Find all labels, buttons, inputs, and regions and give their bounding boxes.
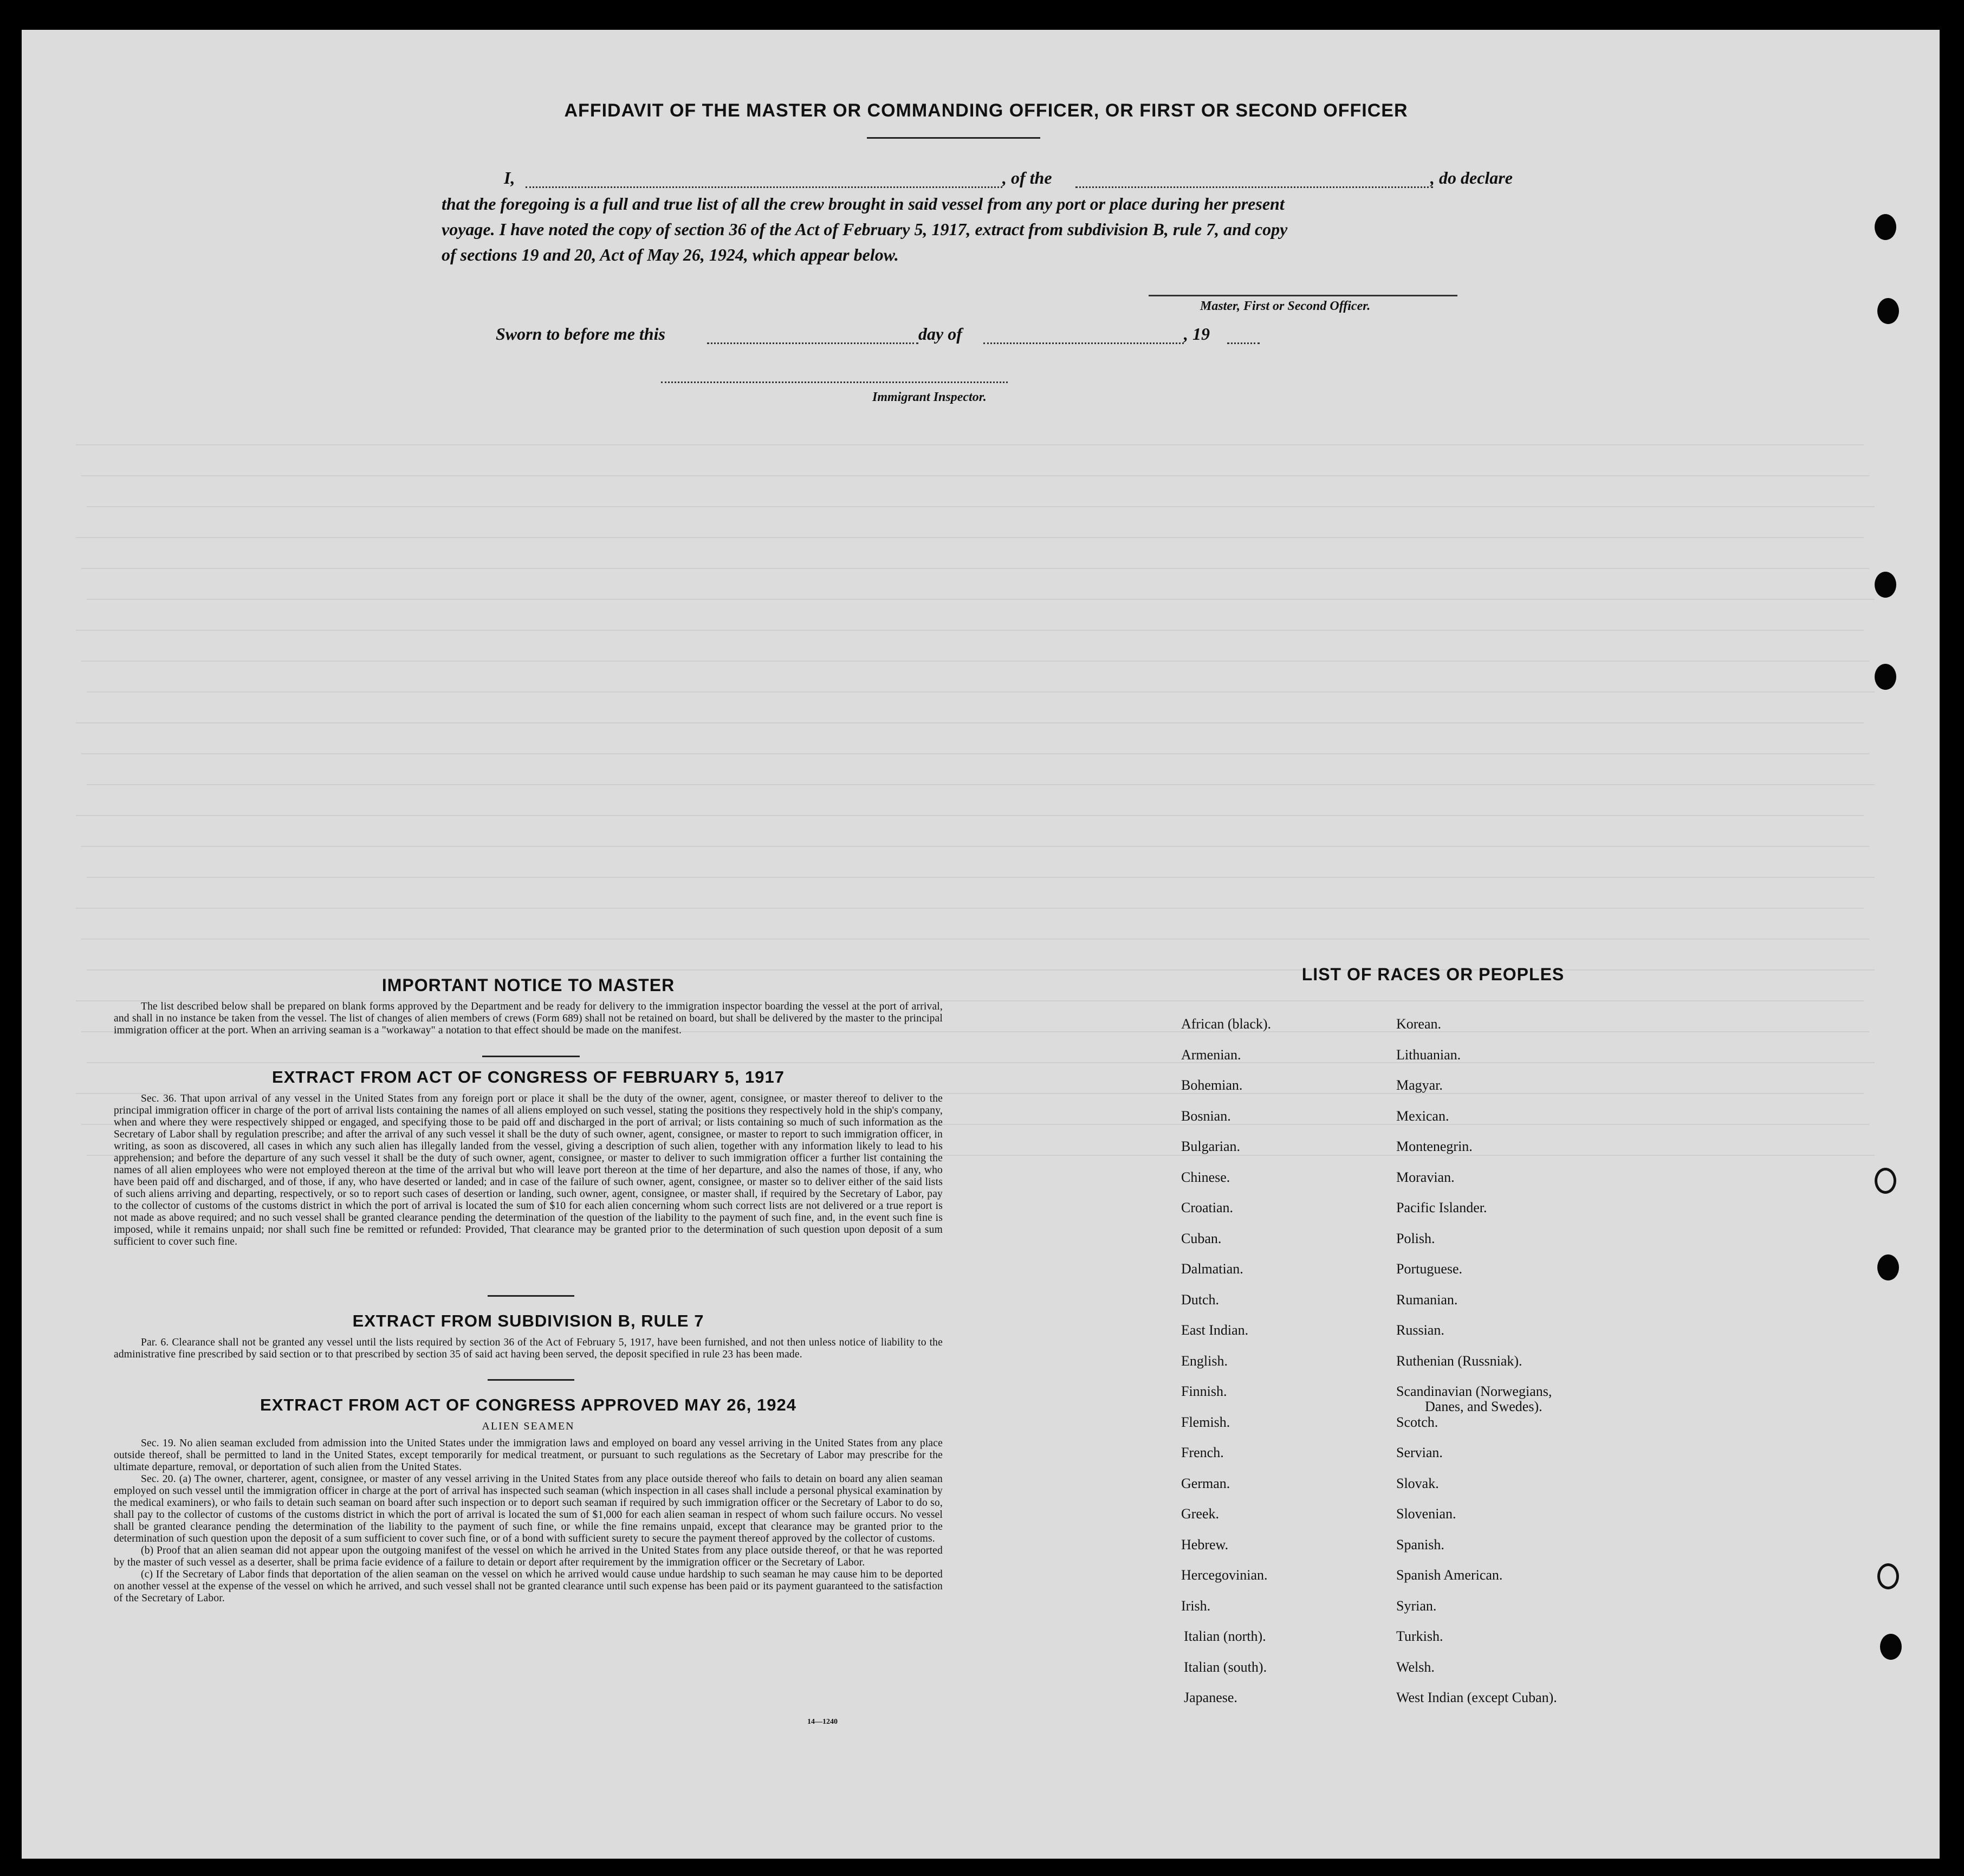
sworn-year-label: , 19 bbox=[1184, 324, 1210, 344]
affidavit-line-3: voyage. I have noted the copy of section 36 of the Act of February 5, 1917, extract from subdivision B, rule 7, and copy bbox=[442, 219, 1288, 239]
punch-hole-icon bbox=[1877, 1563, 1899, 1589]
race-item: Pacific Islander. bbox=[1396, 1200, 1487, 1215]
race-item: Bohemian. bbox=[1181, 1077, 1243, 1093]
bleed-through-bar bbox=[76, 630, 1864, 631]
alien-seamen-subtitle: ALIEN SEAMEN bbox=[482, 1420, 575, 1432]
section-divider bbox=[488, 1295, 574, 1297]
extract-1924-text: Sec. 19. No alien seaman excluded from admission into the United States under the immigration laws and employed on board any vessel arriving in the United States from any place outside thereof, shall be permitted to land in the United States, except temporarily for medical treatment, or pursuant to such regulations as the Secretary of Labor may prescribe for the ultimate departure, removal, or deportation of such alien from the United States. Sec. 20. (a) The owner, charterer, agent, consignee, or master of any vessel arriving in the United States from any place outside thereof who fails to detain on board any alien seaman employed on such vessel until the immigration officer in charge at the port of arrival has inspected such seaman (which inspection in all cases shall include a personal physical examination by the medical examiners), or who fails to detain such seaman on board after such inspection or to deport such seaman if required by such immigration officer or the Secretary of Labor to do so, shall pay to the collector of customs of the customs district in which the port of arrival is located the sum of $1,000 for each alien seaman in respect of whom such failure occurs. No vessel shall be granted clearance pending the determination of the liability to the payment of such fine, or while the fine remains unpaid, except that clearance may be granted prior to the determination of such question upon the deposit of a sum sufficient to cover such fine, or of a bond with sufficient surety to secure the payment thereof approved by the collector of customs. (b) Proof that an alien seaman did not appear upon the outgoing manifest of the vessel on which he arrived in the United States from any place outside thereof, or that he was reported by the master of such vessel as a deserter, shall be prima facie evidence of a failure to detain or deport after requirement by the immigration officer or the Secretary of Labor. (c) If the Secretary of Labor finds that deportation of the alien seaman on the vessel on which he arrived would cause undue hardship to such seaman he may cause him to be deported on another vessel at the expense of the vessel on which he arrived, and such vessel shall not be granted clearance until such expense has been paid or its payment guaranteed to the satisfaction of the Secretary of Labor. bbox=[114, 1438, 943, 1604]
master-signature-line[interactable] bbox=[1149, 294, 1457, 296]
race-item: Mexican. bbox=[1396, 1108, 1449, 1124]
notice-text: The list described below shall be prepared on blank forms approved by the Department and be ready for delivery to the immigration inspector boarding the vessel at the port of arrival, and shall in no instance be taken from the vessel. The list of changes of alien members of crews (Form 689) shall not be retained on board, but shall be delivered by the master to the principal immigration officer at the port. When an arriving seaman is a "workaway" a notation to that effect should be made on the manifest. bbox=[114, 1001, 943, 1036]
title-underline bbox=[867, 137, 1040, 139]
bleed-through-bar bbox=[87, 1062, 1875, 1063]
extract-1917-text: Sec. 36. That upon arrival of any vessel in the United States from any foreign port or place it shall be the duty of the owner, agent, consignee, or master thereof to deliver to the principal immigration officer in charge of the port of arrival lists containing the names of all aliens employed on such vessel, stating the positions they respectively hold in the ship's company, when and where they were respectively shipped or engaged, and specifying those to be paid off and discharged in the port of arrival; or lists containing so much of such information as the Secretary of Labor shall by regulation prescribe; and after the arrival of any such vessel it shall be the duty of such owner, agent, consignee, or master to report to such immigration officer, in writing, as soon as discovered, all cases in which any such alien has illegally landed from the vessel, giving a description of such alien, together with any information likely to lead to his apprehension; and before the departure of any such vessel it shall be the duty of such owner, agent, consignee, or master to deliver to such immigration officer a further list containing the names of all alien employees who were not employed thereon at the time of the arrival but who will leave port thereon at the time of her departure, and also the names of those, if any, who have been paid off and discharged, and of those, if any, who have deserted or landed; and in case of the failure of such owner, agent, consignee, or master so to deliver either of the said lists of such aliens arriving and departing, respectively, or so to report such cases of desertion or landing, such owner, agent, consignee, or master shall, if required by the Secretary of Labor, pay to the collector of customs of the customs district in which the port of arrival is located the sum of $10 for each alien concerning whom such correct lists are not delivered or a true report is not made as above required; and no such vessel shall be granted clearance pending the determination of the question of the liability to the payment of such fine, and, in the event such fine is imposed, while it remains unpaid; nor shall such fine be remitted or refunded: Provided, That clearance may be granted prior to the determination of such question upon deposit of a sum sufficient to cover such fine. bbox=[114, 1093, 943, 1247]
race-item: Scotch. bbox=[1396, 1414, 1438, 1430]
race-item: Greek. bbox=[1181, 1506, 1220, 1522]
affidavit-line-2: that the foregoing is a full and true list of all the crew brought in said vessel from any port or place during her present bbox=[442, 194, 1285, 214]
master-signature-label: Master, First or Second Officer. bbox=[1200, 299, 1371, 313]
sworn-month-field[interactable] bbox=[983, 342, 1184, 344]
bleed-through-bar bbox=[87, 599, 1875, 600]
affidavit-of-the-label: , of the bbox=[1002, 168, 1052, 187]
race-item: Danes, and Swedes). bbox=[1425, 1399, 1542, 1414]
bleed-through-bar bbox=[87, 877, 1875, 878]
race-item: Dutch. bbox=[1181, 1291, 1220, 1308]
race-item: Scandinavian (Norwegians, bbox=[1396, 1383, 1552, 1399]
punch-hole-icon bbox=[1875, 214, 1896, 240]
race-item: Ruthenian (Russniak). bbox=[1396, 1353, 1522, 1369]
inspector-signature-line[interactable] bbox=[661, 381, 1008, 383]
extract-1917-title: EXTRACT FROM ACT OF CONGRESS OF FEBRUARY 5, 1917 bbox=[272, 1068, 785, 1086]
punch-hole-icon bbox=[1877, 298, 1899, 324]
race-item: Russian. bbox=[1396, 1322, 1444, 1338]
race-item: West Indian (except Cuban). bbox=[1396, 1690, 1557, 1705]
race-item: Cuban. bbox=[1181, 1230, 1222, 1246]
race-item: Italian (south). bbox=[1184, 1659, 1267, 1675]
notice-title: IMPORTANT NOTICE TO MASTER bbox=[381, 975, 675, 995]
race-item: Montenegrin. bbox=[1396, 1138, 1473, 1154]
affidavit-line-4: of sections 19 and 20, Act of May 26, 1924, which appear below. bbox=[442, 245, 899, 264]
extract-1924-title: EXTRACT FROM ACT OF CONGRESS APPROVED MAY 26, 1924 bbox=[260, 1395, 796, 1414]
race-item: Hercegovinian. bbox=[1181, 1567, 1268, 1583]
bleed-through-bar bbox=[76, 815, 1864, 816]
bleed-through-bar bbox=[87, 784, 1875, 785]
bleed-through-bar bbox=[76, 908, 1864, 909]
section-divider bbox=[482, 1056, 580, 1057]
bleed-through-bar bbox=[76, 722, 1864, 723]
race-item: Portuguese. bbox=[1396, 1261, 1463, 1277]
race-item: Croatian. bbox=[1181, 1200, 1234, 1215]
races-title: LIST OF RACES OR PEOPLES bbox=[1301, 965, 1565, 984]
race-item: English. bbox=[1181, 1353, 1228, 1369]
race-item: Finnish. bbox=[1181, 1383, 1227, 1399]
extract-rule7-title: EXTRACT FROM SUBDIVISION B, RULE 7 bbox=[352, 1311, 704, 1330]
master-name-field[interactable] bbox=[526, 186, 1002, 188]
race-item: Japanese. bbox=[1184, 1690, 1237, 1705]
race-item: Spanish American. bbox=[1396, 1567, 1503, 1583]
section-divider bbox=[488, 1379, 574, 1381]
punch-hole-icon bbox=[1877, 1254, 1899, 1280]
race-item: Servian. bbox=[1396, 1445, 1443, 1460]
race-item: African (black). bbox=[1181, 1016, 1272, 1032]
race-item: Dalmatian. bbox=[1181, 1261, 1243, 1277]
race-item: Bulgarian. bbox=[1181, 1138, 1241, 1154]
race-item: Spanish. bbox=[1396, 1536, 1444, 1552]
race-item: Italian (north). bbox=[1184, 1628, 1266, 1644]
sworn-day-field[interactable] bbox=[707, 342, 918, 344]
bleed-through-bar bbox=[81, 846, 1869, 847]
race-item: Rumanian. bbox=[1396, 1291, 1458, 1308]
inspector-label: Immigrant Inspector. bbox=[872, 390, 987, 404]
race-item: Turkish. bbox=[1396, 1628, 1443, 1644]
race-item: Polish. bbox=[1396, 1230, 1435, 1246]
race-item: French. bbox=[1181, 1445, 1224, 1460]
form-number: 14—1240 bbox=[807, 1718, 838, 1726]
bleed-through-bar bbox=[81, 568, 1869, 569]
punch-hole-icon bbox=[1880, 1634, 1902, 1660]
race-item: Chinese. bbox=[1181, 1169, 1230, 1185]
extract-rule7-text: Par. 6. Clearance shall not be granted any vessel until the lists required by section 36 of the Act of February 5, 1917, have been furnished, and not then unless notice of liability to the administrative fine prescribed by said section or to that prescribed by section 35 of said act having been served, the deposit specified in rule 23 has been made. bbox=[114, 1337, 943, 1360]
bleed-through-bar bbox=[76, 444, 1864, 445]
race-item: Armenian. bbox=[1181, 1046, 1241, 1063]
punch-hole-icon bbox=[1875, 572, 1896, 598]
bleed-through-bar bbox=[76, 537, 1864, 538]
document-page bbox=[22, 30, 1940, 1859]
affidavit-title: AFFIDAVIT OF THE MASTER OR COMMANDING OFFICER, OR FIRST OR SECOND OFFICER bbox=[564, 100, 1408, 121]
race-item: Hebrew. bbox=[1181, 1536, 1229, 1552]
bleed-through-bar bbox=[81, 661, 1869, 662]
bleed-through-bar bbox=[81, 475, 1869, 476]
race-item: Korean. bbox=[1396, 1016, 1442, 1032]
affidavit-declare-label: , do declare bbox=[1430, 168, 1513, 187]
race-item: Syrian. bbox=[1396, 1597, 1437, 1614]
race-item: Lithuanian. bbox=[1396, 1046, 1461, 1063]
race-item: Slovenian. bbox=[1396, 1506, 1456, 1522]
vessel-name-field[interactable] bbox=[1075, 186, 1433, 188]
sworn-prefix: Sworn to before me this bbox=[496, 324, 665, 344]
punch-hole-icon bbox=[1875, 664, 1896, 690]
race-item: East Indian. bbox=[1181, 1322, 1249, 1338]
sworn-year-field[interactable] bbox=[1227, 342, 1260, 344]
race-item: Moravian. bbox=[1396, 1169, 1455, 1185]
sworn-day-label: day of bbox=[918, 324, 962, 344]
affidavit-i-label: I, bbox=[504, 168, 515, 187]
bleed-through-bar bbox=[81, 939, 1869, 940]
race-item: Flemish. bbox=[1181, 1414, 1230, 1430]
race-item: Slovak. bbox=[1396, 1475, 1439, 1491]
race-item: Magyar. bbox=[1396, 1077, 1443, 1093]
bleed-through-bar bbox=[87, 691, 1875, 693]
punch-hole-icon bbox=[1875, 1168, 1896, 1194]
race-item: Welsh. bbox=[1396, 1659, 1435, 1675]
bleed-through-bar bbox=[81, 753, 1869, 754]
race-item: German. bbox=[1181, 1475, 1230, 1491]
race-item: Bosnian. bbox=[1181, 1108, 1231, 1124]
race-item: Irish. bbox=[1181, 1597, 1211, 1614]
bleed-through-bar bbox=[87, 506, 1875, 507]
